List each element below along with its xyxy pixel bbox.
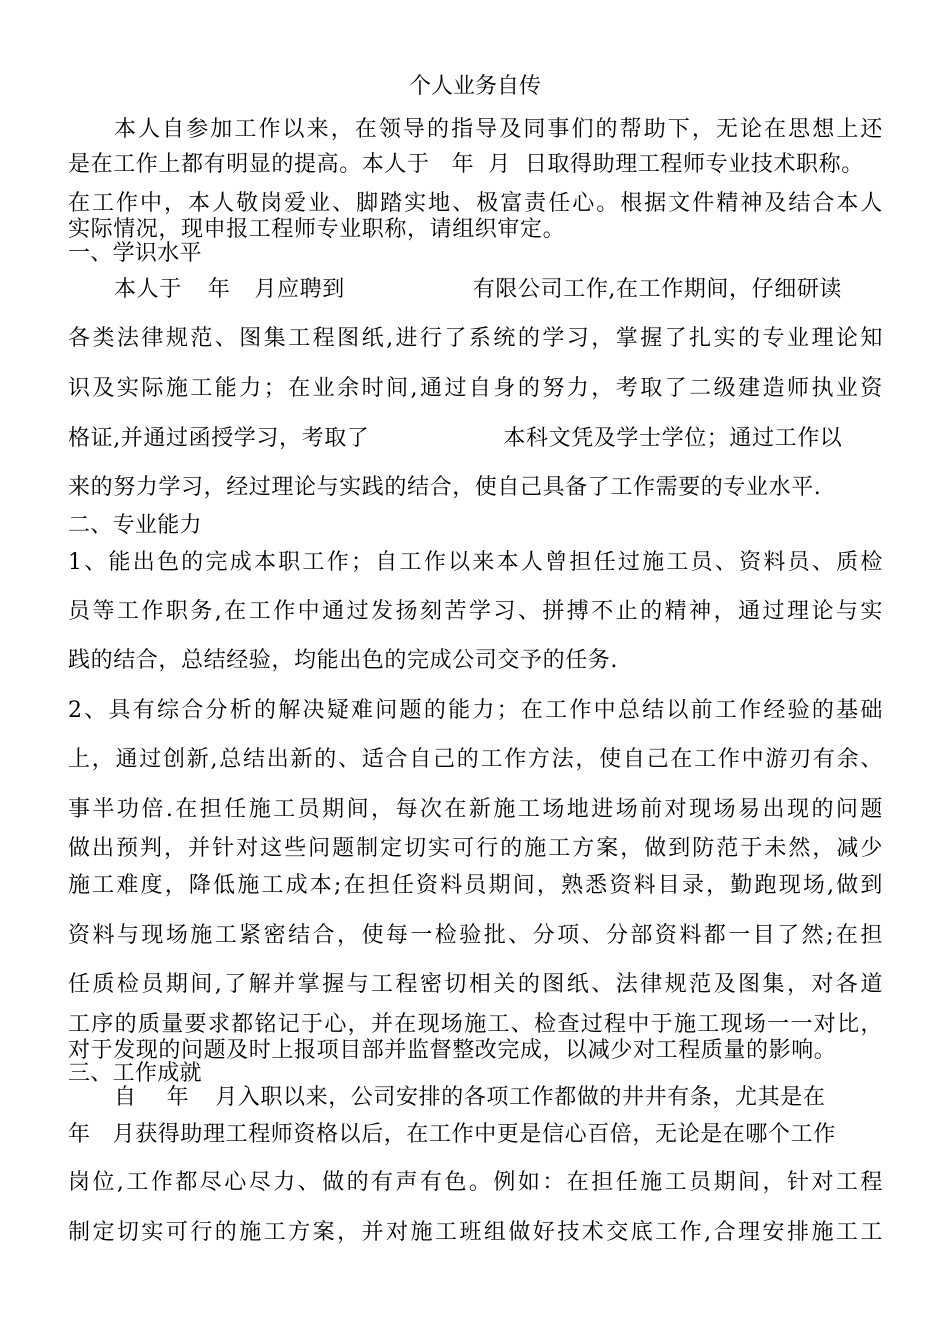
s3-line-2-a: 年 — [68, 1122, 91, 1147]
s1-line-1-d: 有限公司工作,在工作期间，仔细研读 — [472, 277, 843, 302]
s3-line-1 — [114, 1083, 883, 1113]
s3-line-2 — [68, 1120, 883, 1150]
s1-line-4-a: 格证,并通过函授学习，考取了 — [68, 426, 370, 451]
s2-p2-line-4: 做出预判，并针对这些问题制定切实可行的施工方案，做到防范于未然，减少 — [68, 836, 883, 861]
s3-line-4: 制定切实可行的施工方案，并对施工班组做好技术交底工作,合理安排施工工 — [68, 1220, 883, 1245]
intro-line-2-b: 年 — [451, 152, 475, 177]
intro-line-2 — [68, 150, 883, 180]
section-heading-1: 一、学识水平 — [68, 241, 202, 266]
s1-line-4-b: 本科文凭及学士学位；通过工作以 — [503, 426, 843, 451]
s1-line-1-a: 本人于 — [114, 277, 182, 302]
s2-p2-line-7: 任质检员期间,了解并掌握与工程密切相关的图纸、法律规范及图集，对各道 — [68, 972, 883, 997]
intro-line-4: 实际情况，现申报工程师专业职称，请组织审定。 — [68, 217, 566, 242]
s1-line-3: 识及实际施工能力；在业余时间,通过自身的努力，考取了二级建造师执业资 — [68, 376, 883, 401]
s2-p1-line-2: 员等工作职务,在工作中通过发扬刻苦学习、拼搏不止的精神，通过理论与实 — [68, 599, 883, 624]
s2-p2-line-1: 2、具有综合分析的解决疑难问题的能力；在工作中总结以前工作经验的基础 — [68, 698, 883, 723]
s1-line-4 — [68, 424, 883, 454]
s1-line-1-c: 月应聘到 — [254, 277, 345, 302]
s1-line-2: 各类法律规范、图集工程图纸,进行了系统的学习，掌握了扎实的专业理论知 — [68, 326, 883, 351]
s3-line-1-c: 月入职以来，公司安排的各项工作都做的井井有条，尤其是在 — [215, 1085, 826, 1110]
intro-line-1: 本人自参加工作以来，在领导的指导及同事们的帮助下，无论在思想上还 — [114, 117, 883, 142]
s3-line-1-b: 年 — [166, 1085, 190, 1110]
section-heading-3: 三、工作成就 — [68, 1061, 202, 1086]
s2-p1-line-1: 1、能出色的完成本职工作；自工作以来本人曾担任过施工员、资料员、质检 — [68, 550, 883, 575]
intro-line-2-c: 月 — [488, 152, 511, 177]
s2-p2-line-6: 资料与现场施工紧密结合，使每一检验批、分项、分部资料都一目了然;在担 — [68, 923, 883, 948]
s2-p2-line-2: 上，通过创新,总结出新的、适合自己的工作方法，使自己在工作中游刃有余、 — [68, 747, 883, 772]
s3-line-1-a: 自 — [114, 1085, 137, 1110]
s3-line-3: 岗位,工作都尽心尽力、做的有声有色。例如：在担任施工员期间，针对工程 — [68, 1170, 883, 1195]
intro-line-2-d: 日取得助理工程师专业技术职称。 — [524, 152, 864, 177]
s1-line-1-b: 年 — [207, 277, 231, 302]
s2-p2-line-5: 施工难度，降低施工成本;在担任资料员期间，熟悉资料目录，勤跑现场,做到 — [68, 873, 883, 898]
intro-line-3: 在工作中，本人敬岗爱业、脚踏实地、极富责任心。根据文件精神及结合本人 — [68, 191, 883, 216]
s1-line-1 — [114, 275, 883, 305]
s2-p1-line-3: 践的结合，总结经验，均能出色的完成公司交予的任务. — [68, 648, 618, 673]
s3-line-2-b: 月获得助理工程师资格以后，在工作中更是信心百倍，无论是在哪个工作 — [112, 1122, 836, 1147]
document-title: 个人业务自传 — [408, 74, 541, 99]
s2-p2-line-8: 工序的质量要求都铭记于心，并在现场施工、检查过程中于施工现场一一对比， — [68, 1012, 883, 1037]
s1-line-5: 来的努力学习，经过理论与实践的结合，使自己具备了工作需要的专业水平. — [68, 475, 822, 500]
section-heading-2: 二、专业能力 — [68, 513, 202, 538]
s2-p2-line-3: 事半功倍.在担任施工员期间，每次在新施工场地进场前对现场易出现的问题 — [68, 797, 883, 822]
s2-p2-line-9: 对于发现的问题及时上报项目部并监督整改完成，以减少对工程质量的影响。 — [68, 1038, 837, 1063]
intro-line-2-a: 是在工作上都有明显的提高。本人于 — [68, 152, 430, 177]
